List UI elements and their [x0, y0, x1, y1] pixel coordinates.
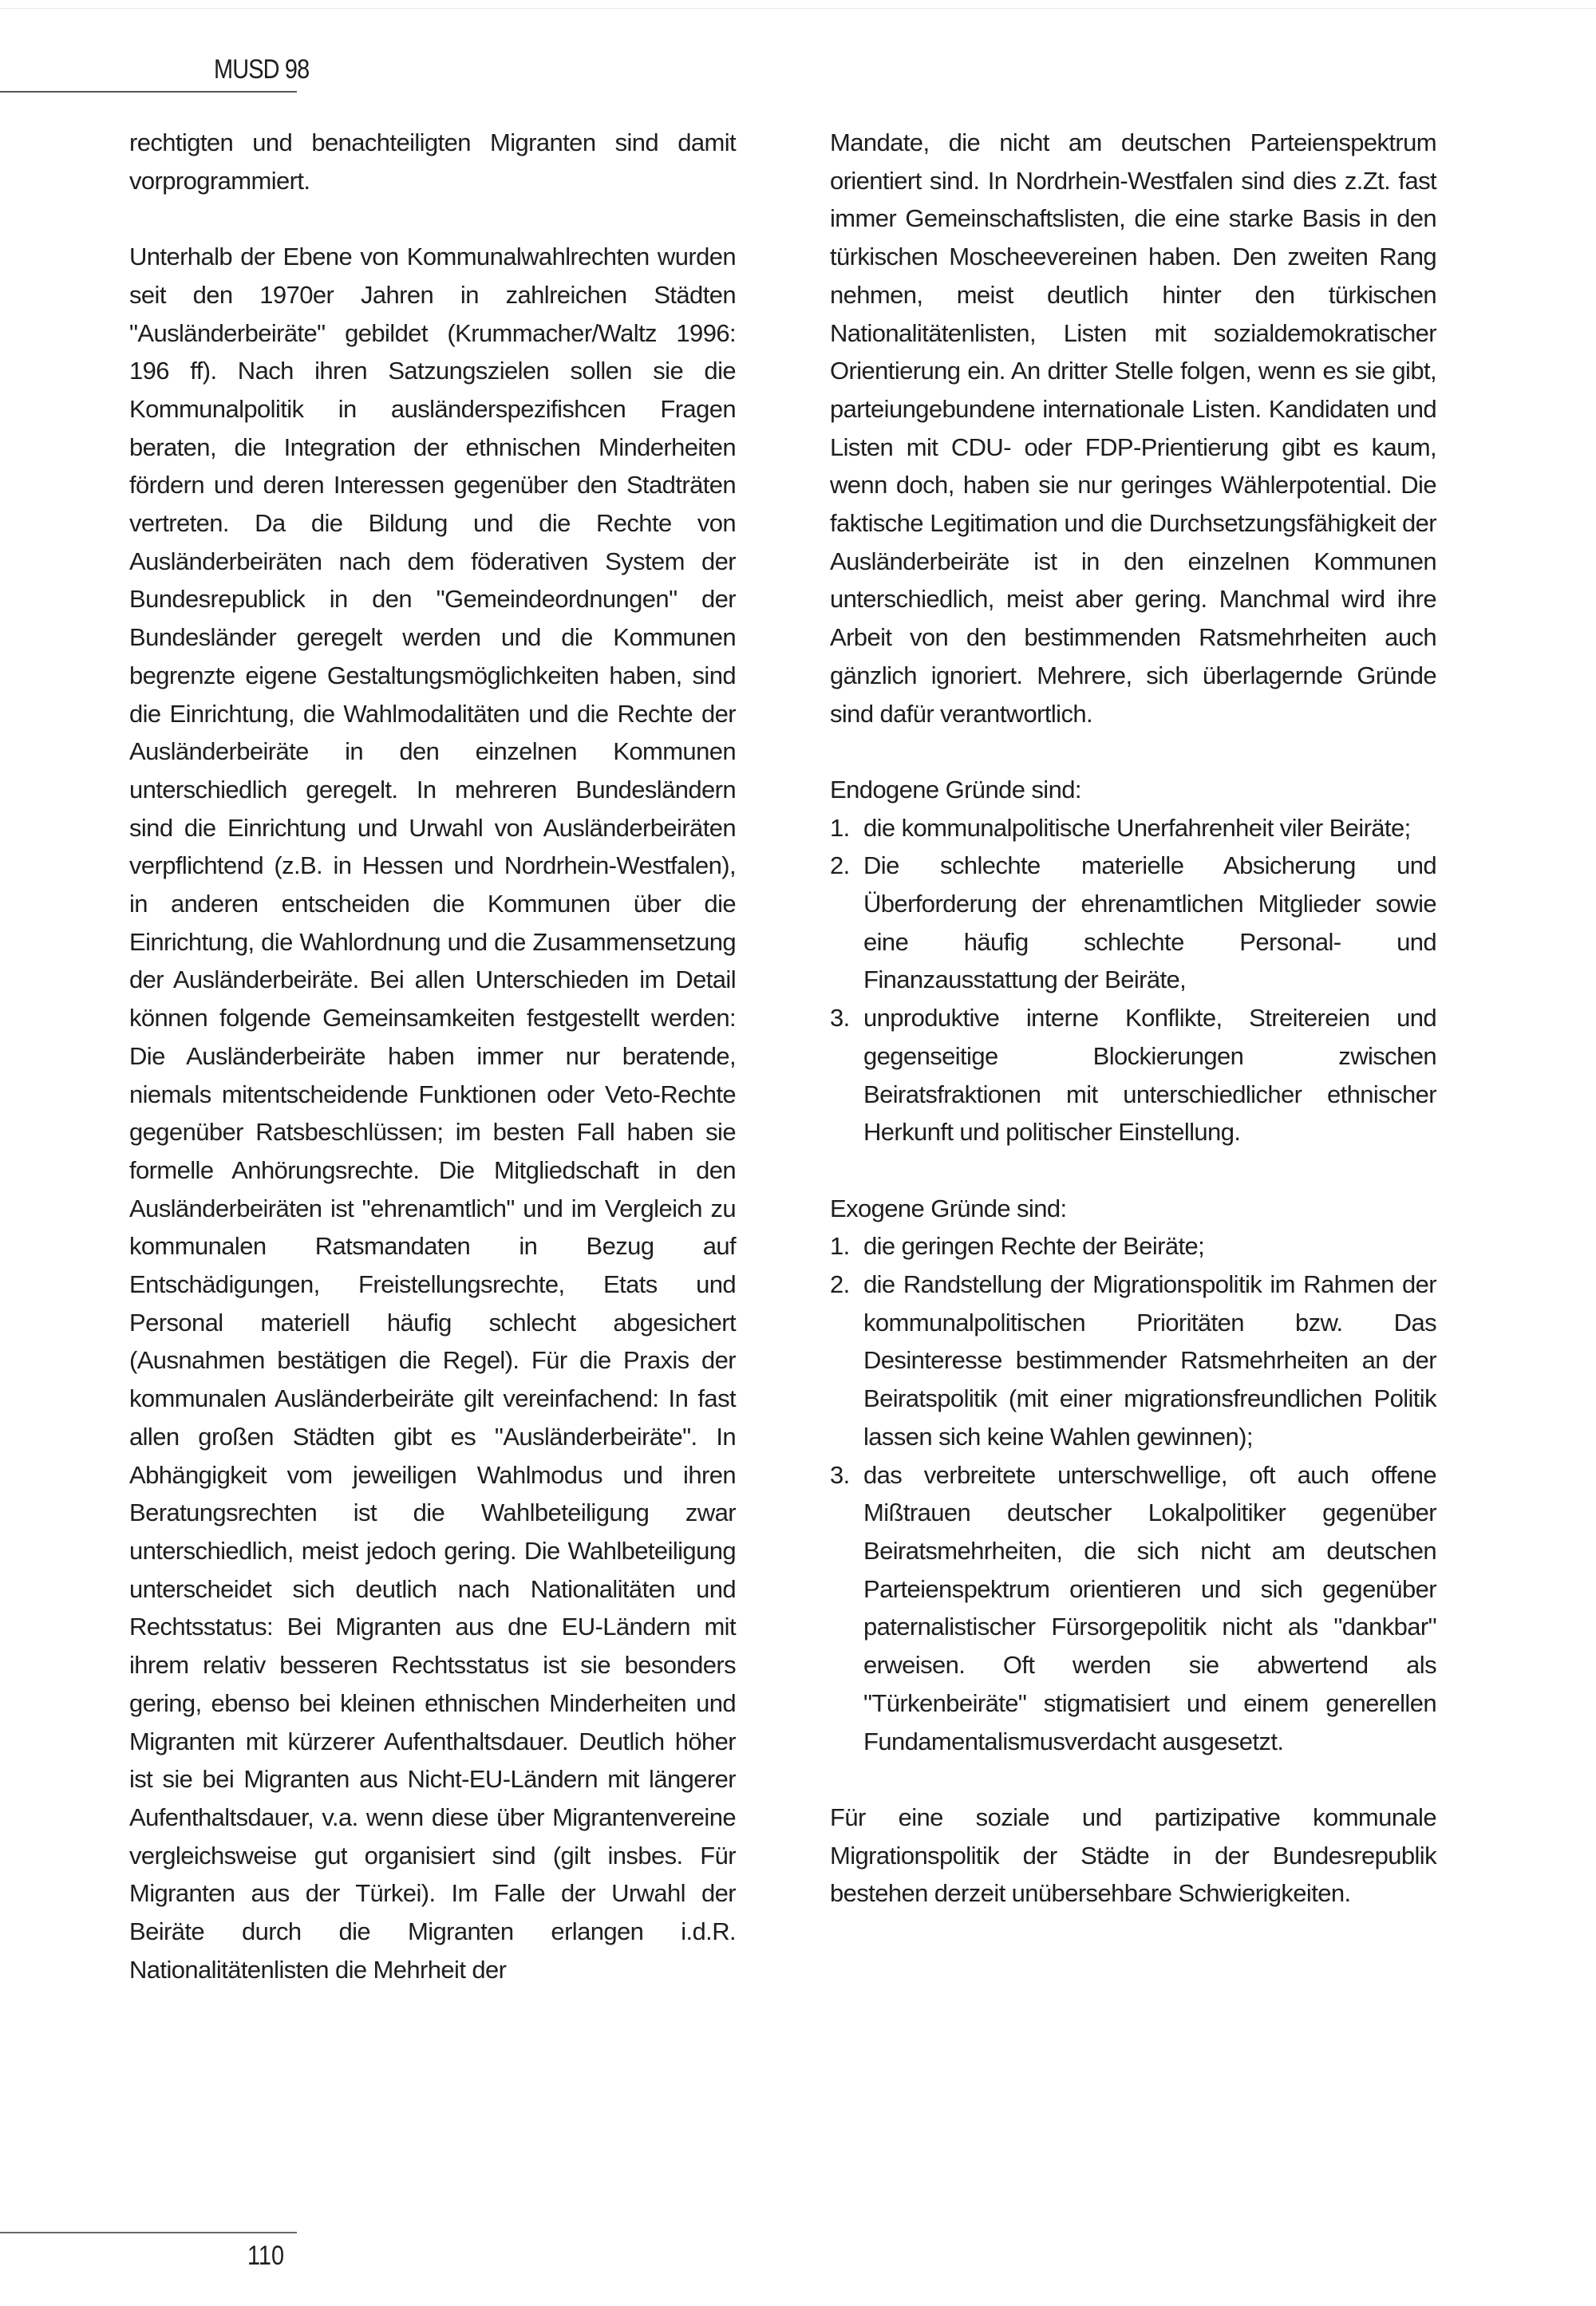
- list-text: die kommunalpolitische Unerfahrenheit viler Beiräte;: [863, 813, 1411, 842]
- footer-rule: [0, 2232, 297, 2233]
- list-item: [830, 1266, 1436, 1456]
- list-number: 1.: [830, 1232, 850, 1261]
- paragraph-gap: [129, 199, 736, 238]
- paragraph: Unterhalb der Ebene von Kommunalwahlrechten wurden seit den 1970er Jahren in zahlreichen Städten "Ausländerbeiräte" gebildet (Krummacher/Waltz 1996: 196 ff). Nach ihren Satzungszielen sollen sie die Kommunalpolitik in ausländerspezifishcen Fragen beraten, die Integration der ethnischen Minderheiten fördern und deren Interessen gegenüber den Stadträten vertreten. Da die Bildung und die Rechte von Ausländerbeiräten nach dem föderativen System der Bundesrepublick in den "Gemeindeordnungen" der Bundesländer geregelt werden und die Kommunen begrenzte eigene Gestaltungsmöglichkeiten haben, sind die Einrichtung, die Wahlmodalitäten und die Rechte der Ausländerbeiräte in den einzelnen Kommunen unterschiedlich geregelt. In mehreren Bundesländern sind die Einrichtung und Urwahl von Ausländerbeiräten verpflichtend (z.B. in Hessen und Nordrhein-Westfalen), in anderen entscheiden die Kommunen über die Einrichtung, die Wahlordnung und die Zusammensetzung der Ausländerbeiräte. Bei allen Unterschieden im Detail können folgende Gemeinsamkeiten festgestellt werden: Die Ausländerbeiräte haben immer nur beratende, niemals mitentscheidende Funktionen oder Veto-Rechte gegenüber Ratsbeschlüssen; im besten Fall haben sie formelle Anhörungsrechte. Die Mitgliedschaft in den Ausländerbeiräten ist "ehrenamtlich" und im Vergleich zu kommunalen Ratsmandaten in Bezug auf Entschädigungen, Freistellungsrechte, Etats und Personal materiell häufig schlecht abgesichert (Ausnahmen bestätigen die Regel). Für die Praxis der kommunalen Ausländerbeiräte gilt vereinfachend: In fast allen großen Städten gibt es "Ausländerbeiräte". In Abhängigkeit vom jeweiligen Wahlmodus und ihren Beratungsrechten ist die Wahlbeteiligung zwar unterschiedlich, meist jedoch gering. Die Wahlbeteiligung unterscheidet sich deutlich nach Nationalitäten und Rechtsstatus: Bei Migranten aus dne EU-Ländern mit ihrem relativ besseren Rechtsstatus ist sie besonders gering, ebenso bei kleinen ethnischen Minderheiten und Migranten mit kürzerer Aufenthaltsdauer. Deutlich höher ist sie bei Migranten aus Nicht-EU-Ländern mit längerer Aufenthaltsdauer, v.a. wenn diese über Migrantenvereine vergleichsweise gut organisiert sind (gilt insbes. Für Migranten aus der Türkei). Im Falle der Urwahl der Beiräte durch die Migranten erlangen i.d.R. Nationalitätenlisten die Mehrheit der: [129, 243, 736, 1984]
- paragraph-gap: [830, 1760, 1436, 1799]
- paragraph-gap: [830, 732, 1436, 771]
- list-text: unproduktive interne Konflikte, Streitereien und gegenseitige Blockierungen zwischen Beiratsfraktionen mit unterschiedlicher ethnischer Herkunft und politischer Einstellung.: [863, 1004, 1436, 1147]
- list-number: 3.: [830, 1460, 850, 1489]
- header-rule: [0, 91, 297, 93]
- list-number: 3.: [830, 1004, 850, 1033]
- paragraph: Mandate, die nicht am deutschen Parteienspektrum orientiert sind. In Nordrhein-Westfalen sind dies z.Zt. fast immer Gemeinschaftslisten, die eine starke Basis in den türkischen Moscheevereinen haben. Den zweiten Rang nehmen, meist deutlich hinter den türkischen Nationalitätenlisten, Listen mit sozialdemokratischer Orientierung ein. An dritter Stelle folgen, wenn es sie gibt, parteiungebundene internationale Listen. Kandidaten und Listen mit CDU- oder FDP-Prientierung gibt es kaum, wenn doch, haben sie nur geringes Wählerpotential. Die faktische Legitimation und die Durchsetzungsfähigkeit der Ausländerbeiräte ist in den einzelnen Kommunen unterschiedlich, meist aber gering. Manchmal wird ihre Arbeit von den bestimmenden Ratsmehrheiten auch gänzlich ignoriert. Mehrere, sich überlagernde Gründe sind dafür verantwortlich.: [830, 128, 1436, 728]
- exogenous-reasons-list: [830, 1227, 1436, 1760]
- list-text: Die schlechte materielle Absicherung und Überforderung der ehrenamtlichen Mitglieder sowie eine häufig schlechte Personal- und Finanzausstattung der Beiräte,: [863, 851, 1436, 994]
- right-column: [830, 124, 1436, 1913]
- endogenous-reasons-title: Endogene Gründe sind:: [830, 775, 1081, 804]
- list-text: die geringen Rechte der Beiräte;: [863, 1232, 1205, 1261]
- list-text: das verbreitete unterschwellige, oft auch offene Mißtrauen deutscher Lokalpolitiker gegenüber Beiratsmehrheiten, die sich nicht am deutschen Parteienspektrum orientieren und sich gegenüber paternalistischer Fürsorgepolitik nicht als "dankbar" erweisen. Oft werden sie abwertend als "Türkenbeiräte" stigmatisiert und einem generellen Fundamentalismusverdacht ausgesetzt.: [863, 1460, 1436, 1755]
- page-top-edge: [0, 8, 1596, 9]
- list-item: [830, 999, 1436, 1151]
- list-number: 1.: [830, 813, 850, 842]
- list-item: [830, 847, 1436, 999]
- endogenous-reasons-list: [830, 809, 1436, 1151]
- list-item: [830, 1227, 1436, 1266]
- list-item: [830, 1456, 1436, 1761]
- running-header: MUSD 98: [214, 54, 310, 85]
- list-number: 2.: [830, 851, 850, 880]
- list-number: 2.: [830, 1270, 850, 1299]
- page-number: 110: [247, 2241, 285, 2271]
- list-text: die Randstellung der Migrationspolitik im Rahmen der kommunalpolitischen Prioritäten bzw. Das Desinteresse bestimmender Ratsmehrheiten an der Beiratspolitik (mit einer migrationsfreundlichen Politik lassen sich keine Wahlen gewinnen);: [863, 1270, 1436, 1451]
- left-column: [129, 124, 736, 1988]
- paragraph: rechtigten und benachteiligten Migranten sind damit vorprogrammiert.: [129, 128, 736, 195]
- list-item: [830, 809, 1436, 847]
- exogenous-reasons-title: Exogene Gründe sind:: [830, 1194, 1067, 1222]
- conclusion-paragraph: Für eine soziale und partizipative kommunale Migrationspolitik der Städte in der Bundesrepublik bestehen derzeit unübersehbare Schwierigkeiten.: [830, 1803, 1436, 1908]
- paragraph-gap: [830, 1151, 1436, 1190]
